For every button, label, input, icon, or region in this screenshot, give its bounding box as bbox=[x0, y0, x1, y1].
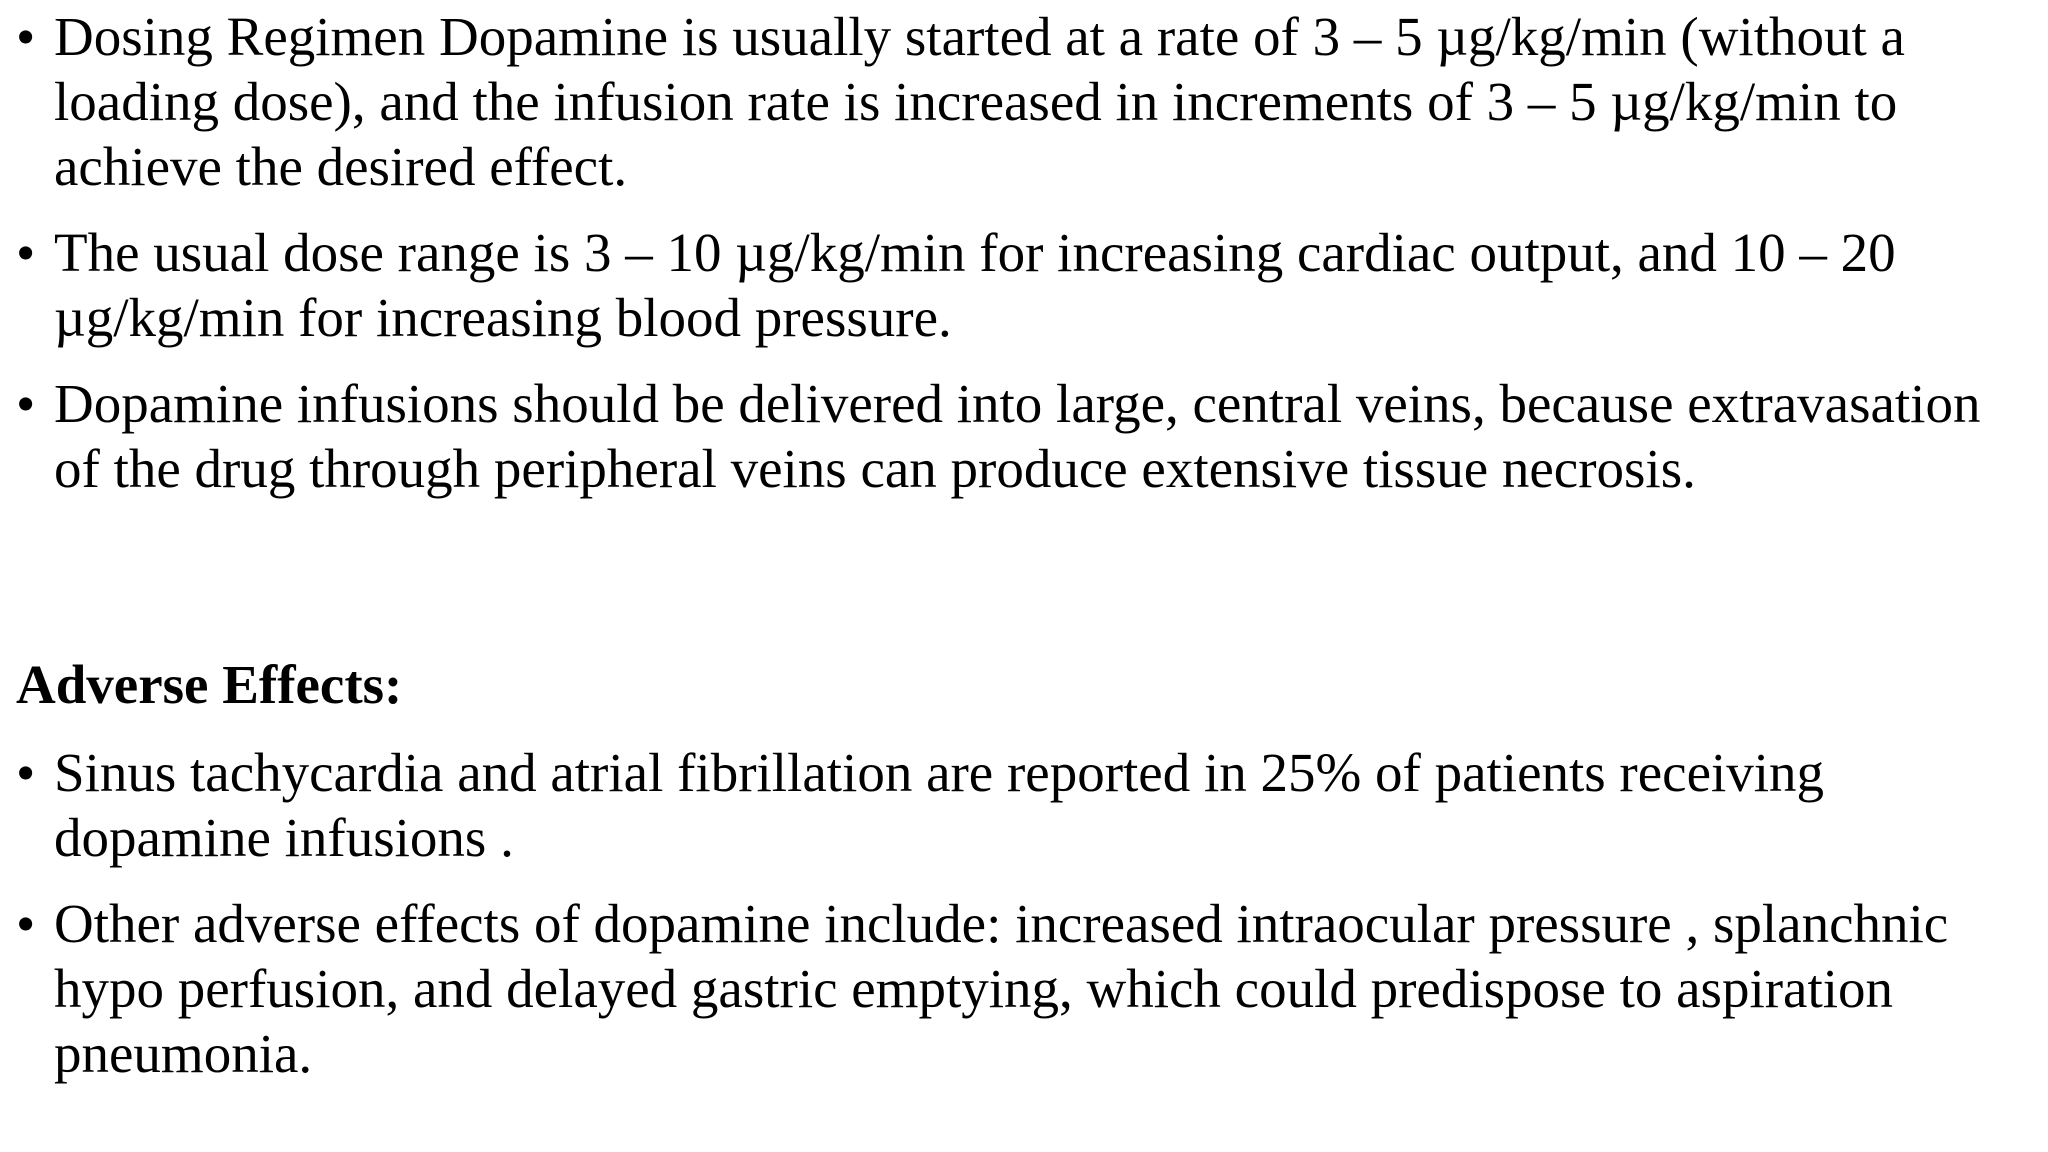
dosing-bullet-1 bbox=[16, 4, 2036, 199]
adverse-effects-heading: Adverse Effects: bbox=[16, 654, 403, 715]
dosing-bullet-3 bbox=[16, 371, 2036, 501]
bullet-dot-icon: • bbox=[16, 6, 36, 67]
bullet-text: Sinus tachycardia and atrial fibrillation are reported in 25% of patients receiving dopamine infusions . bbox=[54, 742, 1825, 868]
bullet-text: Dopamine infusions should be delivered into large, central veins, because extravasation of the drug through peripheral veins can produce extensive tissue necrosis. bbox=[54, 373, 1981, 499]
adverse-bullet-list bbox=[16, 740, 2036, 1107]
dosing-bullet-2 bbox=[16, 220, 2036, 350]
bullet-text: Dosing Regimen Dopamine is usually started at a rate of 3 – 5 µg/kg/min (without a loading dose), and the infusion rate is increased in increments of 3 – 5 µg/kg/min to achieve the desired effect. bbox=[54, 6, 1905, 197]
dosing-bullet-list bbox=[16, 4, 2036, 522]
bullet-text: Other adverse effects of dopamine include: increased intraocular pressure , splanchnic hypo perfusion, and delayed gastric emptying, which could predispose to aspiration pneumonia. bbox=[54, 893, 1949, 1084]
bullet-dot-icon: • bbox=[16, 742, 36, 803]
bullet-text: The usual dose range is 3 – 10 µg/kg/min for increasing cardiac output, and 10 – 20 µg/kg/min for increasing blood pressure. bbox=[54, 222, 1896, 348]
bullet-dot-icon: • bbox=[16, 893, 36, 954]
bullet-dot-icon: • bbox=[16, 373, 36, 434]
bullet-dot-icon: • bbox=[16, 222, 36, 283]
adverse-bullet-1 bbox=[16, 740, 2036, 870]
adverse-bullet-2 bbox=[16, 891, 2036, 1086]
